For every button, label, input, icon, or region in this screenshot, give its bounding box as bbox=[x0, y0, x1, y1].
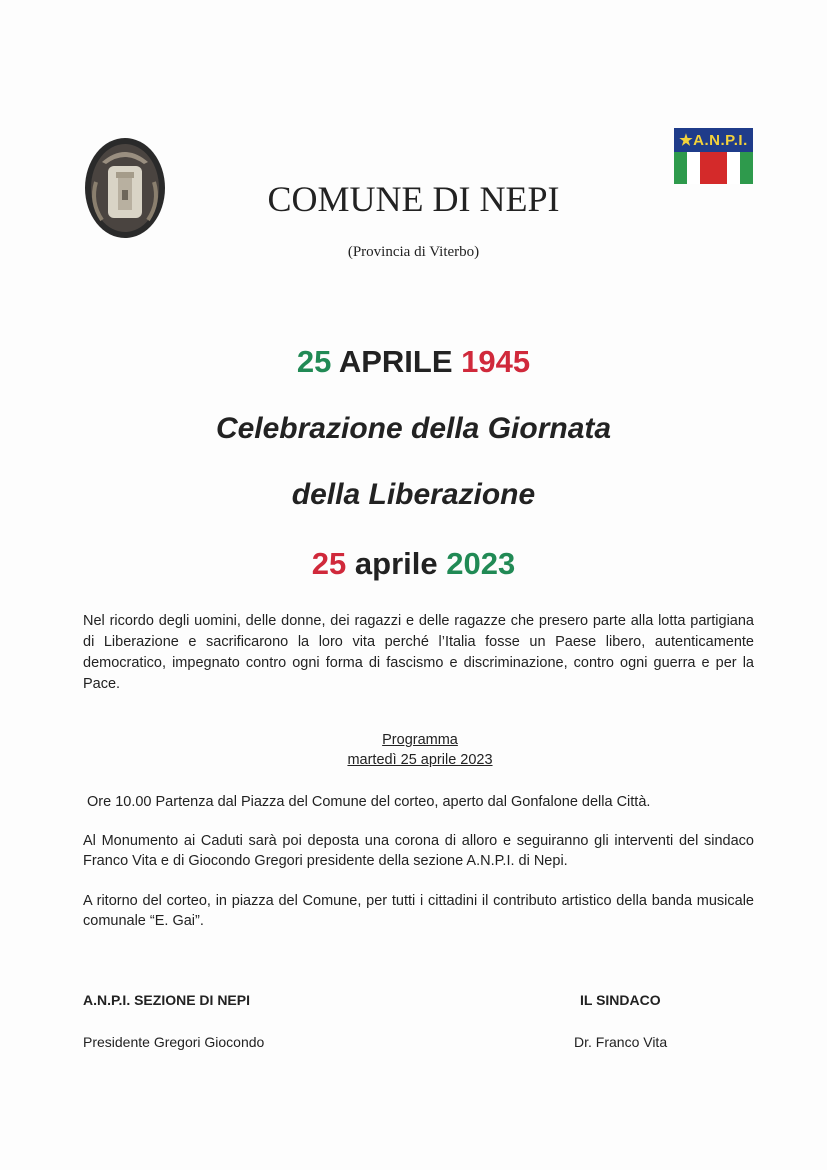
signature-right-title: IL SINDACO bbox=[580, 992, 661, 1008]
anpi-logo-text: ★A.N.P.I. bbox=[674, 128, 753, 152]
event-year: 2023 bbox=[446, 546, 516, 581]
program-date: martedì 25 aprile 2023 bbox=[347, 752, 493, 768]
intro-paragraph: Nel ricordo degli uomini, delle donne, dei ragazzi e delle ragazze che presero parte alla lotta partigiana di Liberazione e sacrificarono la loro vita perché l’Italia fosse un Paese libero, autenticamente democratico, impegnato contro ogni forma di fascismo e discriminazione, contro ogni guerra e per la Pace. bbox=[83, 613, 754, 692]
program-item: Ore 10.00 Partenza dal Piazza del Comune del corteo, aperto dal Gonfalone della Città. bbox=[87, 794, 651, 810]
signature-right-name: Dr. Franco Vita bbox=[574, 1034, 668, 1050]
event-day: 25 bbox=[311, 546, 347, 581]
headline-date bbox=[0, 344, 827, 380]
headline-day: 25 bbox=[296, 344, 332, 379]
page-title: COMUNE DI NEPI bbox=[267, 179, 560, 219]
headline-month: APRILE bbox=[338, 344, 453, 379]
program-item: Al Monumento ai Caduti sarà poi deposta una corona di alloro e seguiranno gli interventi del sindaco Franco Vita e di Giocondo Gregori presidente della sezione A.N.P.I. di Nepi. bbox=[83, 833, 754, 869]
event-month: aprile bbox=[354, 546, 438, 581]
page-subtitle: (Provincia di Viterbo) bbox=[347, 244, 480, 260]
headline-line2: Celebrazione della Giornata bbox=[215, 412, 612, 445]
anpi-logo-icon bbox=[674, 128, 753, 184]
program-heading: Programma bbox=[382, 732, 458, 748]
headline-year: 1945 bbox=[461, 344, 531, 379]
headline-line3: della Liberazione bbox=[291, 478, 536, 511]
program-item: A ritorno del corteo, in piazza del Comune, per tutti i cittadini il contributo artistico della banda musicale comunale “E. Gai”. bbox=[83, 893, 754, 929]
signature-left-title: A.N.P.I. SEZIONE DI NEPI bbox=[83, 992, 251, 1008]
event-date bbox=[0, 546, 827, 582]
signature-left-name: Presidente Gregori Giocondo bbox=[83, 1034, 265, 1050]
